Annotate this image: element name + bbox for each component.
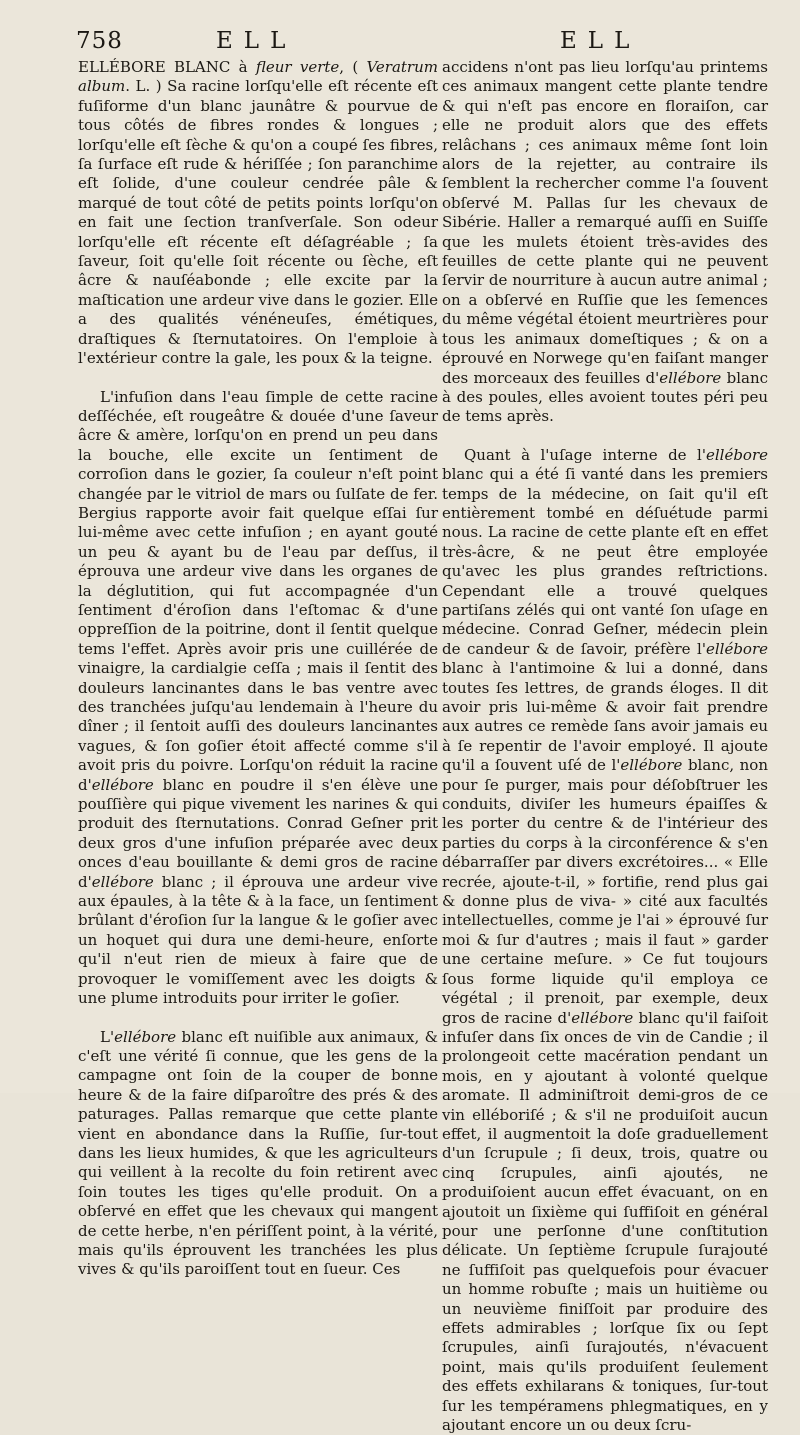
- text-run: Quant à l'uſage interne de l': [464, 445, 706, 464]
- italic-term: ellébore: [91, 872, 154, 891]
- italic-term: fleur verte: [255, 58, 340, 76]
- text-run: blanc à l'antimoine & lui a donné, dans toutes ſes lettres, de grands éloges. Il dit avoir pris lui-même & avoir fait prendre aux autres ce remède ſans avoir jamais eu à ſe repentir de l'avoir employé. Il ajoute qu'il a ſouvent uſé de l': [442, 659, 768, 775]
- text-run: blanc, non pour ſe purger, mais pour déſobſtruer les conduits, diviſer les humeurs épaiſſes & les porter du centre & de l'intérieur des parties du corps à la circonférence & s'en débarraſſer par divers excrétoires... « Elle recrée, ajoute-t-il, » fortifie, rend plus gai & donne plus de viva- » cité aux facultés intellectuelles, comme je l'ai » éprouvé ſur moi & ſur d'autres ; mais il faut » garder une certaine meſure. » Ce fut toujours ſous forme liquide qu'il employa ce végétal ; il prenoit, par exemple, deux gros de racine d': [442, 756, 768, 1027]
- italic-term: ellébore: [705, 445, 768, 464]
- text-run: , (: [339, 58, 367, 76]
- text-run: blanc qu'il faiſoit infuſer dans ſix onces de vin de Candie ; il prolongeoit cette macération pendant un mois, en y ajoutant à volonté quelque aromate. Il adminiſtroit demi-gros de ce vin elléboriſé ; & s'il ne produiſoit aucun effet, il augmentoit la doſe graduellement d'un ſcrupule ; ſi deux, trois, quatre ou cinq ſcrupules, ainſi ajoutés, ne produiſoient aucun effet évacuant, on en ajoutoit un ſixième qui ſuffiſoit en général pour une perſonne d'une conſtitution délicate. Un ſeptième ſcrupule ſurajouté ne ſuffiſoit pas quelquefois pour évacuer un homme robuſte ; mais un huitième ou un neuvième finiſſoit par produire des effets admirables ; lorſque ſix ou ſept ſcrupules, ainſi ſurajoutés, n'évacuent point, mais qu'ils produiſent ſeulement des effets exhilarans & toniques, ſur-tout ſur les tempéramens phlegmatiques, en y ajoutant encore un ou deux ſcru-: [442, 1008, 768, 1435]
- italic-term: ellébore: [571, 1008, 634, 1027]
- italic-term: Veratrum album: [78, 58, 438, 96]
- entry-headword: ELLÉBORE BLANC: [78, 58, 231, 76]
- italic-term: ellébore: [620, 756, 683, 775]
- text-run: blanc en poudre il s'en élève une pouſſière qui pique vivement les narines & qui produit des ſternutations. Conrad Geſner prit deux gros d'une infuſion préparée avec deux onces d'eau bouillante & demi gros de racine d': [78, 775, 438, 891]
- text-run: blanc à des poules, elles avoient toutes péri peu de tems après.: [442, 368, 768, 426]
- text-run: blanc eſt nuiſible aux animaux, & c'eſt une vérité ſi connue, que les gens de la campagne ont ſoin de la couper de bonne heure & de la faire diſparoître des prés & des paturages. Pallas remarque que cette plante vient en abondance dans la Ruſſie, ſur-tout dans les lieux humides, & que les agriculteurs qui veillent à la recolte du foin retirent avec ſoin toutes les tiges qu'elle produit. On a obſervé en effet que les chevaux qui mangent de cette herbe, n'en périſſent point, à la vérité, mais qu'ils éprouvent les tranchées les plus vives & qu'ils paroiſſent tout en ſueur. Ces: [78, 1027, 438, 1279]
- page-number: 758: [76, 28, 123, 54]
- text-run: à: [230, 58, 256, 76]
- italic-term: ellébore: [114, 1027, 177, 1046]
- paragraph-infusion-effects: [78, 388, 438, 1009]
- text-run: L': [100, 1027, 115, 1046]
- italic-term: ellébore: [705, 639, 768, 658]
- text-run: blanc qui a été ſi vanté dans les premiers temps de la médecine, on ſait qu'il eſt entièrement tombé en déſuétude parmi nous. La racine de cette plante eſt en effet très-âcre, & ne peut être employée qu'avec les plus grandes reſtrictions. Cependant elle a trouvé quelques partiſans zélés qui ont vanté ſon uſage en médecine. Conrad Geſner, médecin plein de candeur & de ſavoir, préfère l': [442, 465, 768, 658]
- text-run: blanc ; il éprouva une ardeur vive aux épaules, à la tête & à la face, un ſentiment brûlant d'éroſion ſur la langue & le goſier avec un hoquet qui dura une demi-heure, enſorte qu'il n'eut rien de mieux à faire que de provoquer le vomiſſement avec les doigts & une plume introduits pour irriter le goſier.: [78, 872, 438, 1008]
- paragraph-animals-continued: [442, 58, 768, 427]
- paragraph-veratrum-description: [78, 58, 438, 369]
- running-head-left: ELL: [216, 28, 297, 54]
- right-column: [442, 58, 768, 1435]
- paragraph-internal-use: [442, 446, 768, 1435]
- left-column: [78, 58, 438, 1280]
- running-head-right: ELL: [560, 28, 641, 54]
- italic-term: ellébore: [91, 775, 154, 794]
- text-run: . L. ) Sa racine lorſqu'elle eſt récente eſt fuſiforme d'un blanc jaunâtre & pourvue de tous côtés de fibres rondes & longues ; lorſqu'elle eſt ſèche & qu'on a coupé ſes fibres, ſa ſurface eſt rude & hériſſée ; ſon paranchime eſt ſolide, d'une couleur cendrée pâle & marqué de tout côté de petits points lorſqu'on en fait une ſection tranſverſale. Son odeur lorſqu'elle eſt récente eſt déſagréable ; ſa ſaveur, ſoit qu'elle ſoit récente ou ſèche, eſt âcre & nauſéabonde ; elle excite par la maſtication une ardeur vive dans le gozier. Elle a des qualités vénéneuſes, émétiques, draſtiques & ſternutatoires. On l'emploie à l'extérieur contre la gale, les poux & la teigne.: [78, 77, 438, 368]
- paragraph-animals: [78, 1028, 438, 1280]
- page-header: [0, 22, 800, 56]
- italic-term: ellébore: [659, 368, 722, 387]
- text-run: accidens n'ont pas lieu lorſqu'au printems ces animaux mangent cette plante tendre & qui n'eſt pas encore en floraiſon, car elle ne produit alors que des effets relâchans ; ces animaux même ſont loin alors de la rejetter, au contraire ils ſemblent la rechercher comme l'a ſouvent obſervé M. Pallas ſur les chevaux de Sibérie. Haller a remarqué auſſi en Suiſſe que les mulets étoient très-avides des feuilles de cette plante qui ne peuvent ſervir de nourriture à aucun autre animal ; on a obſervé en Ruſſie que les ſemences du même végétal étoient meurtrières pour tous les animaux domeſtiques ; & on a éprouvé en Norwege qu'en faiſant manger des morceaux des feuilles d': [442, 58, 768, 387]
- text-run: L'infuſion dans l'eau ſimple de cette racine deſſéchée, eſt rougeâtre & douée d'une ſaveur âcre & amère, lorſqu'on en prend un peu dans la bouche, elle excite un ſentiment de corroſion dans le gozier, ſa couleur n'eſt point changée par le vitriol de mars ou ſulſate de fer. Bergius rapporte avoir fait quelque eſſai ſur lui-même avec cette infuſion ; en ayant gouté un peu & ayant bu de l'eau par deſſus, il éprouva une ardeur vive dans les organes de la déglutition, qui fut accompagnée d'un ſentiment d'éroſion dans l'eſtomac & d'une oppreſſion de la poitrine, dont il ſentit quelque tems l'effet. Après avoir pris une cuillérée de vinaigre, la cardialgie ceſſa ; mais il ſentit des douleurs lancinantes dans le bas ventre avec des tranchées juſqu'au lendemain à l'heure du dîner ; il ſentoit auſſi des douleurs lancinantes vagues, & ſon goſier étoit affecté comme s'il avoit pris du poivre. Lorſqu'on réduit la racine d': [78, 387, 438, 794]
